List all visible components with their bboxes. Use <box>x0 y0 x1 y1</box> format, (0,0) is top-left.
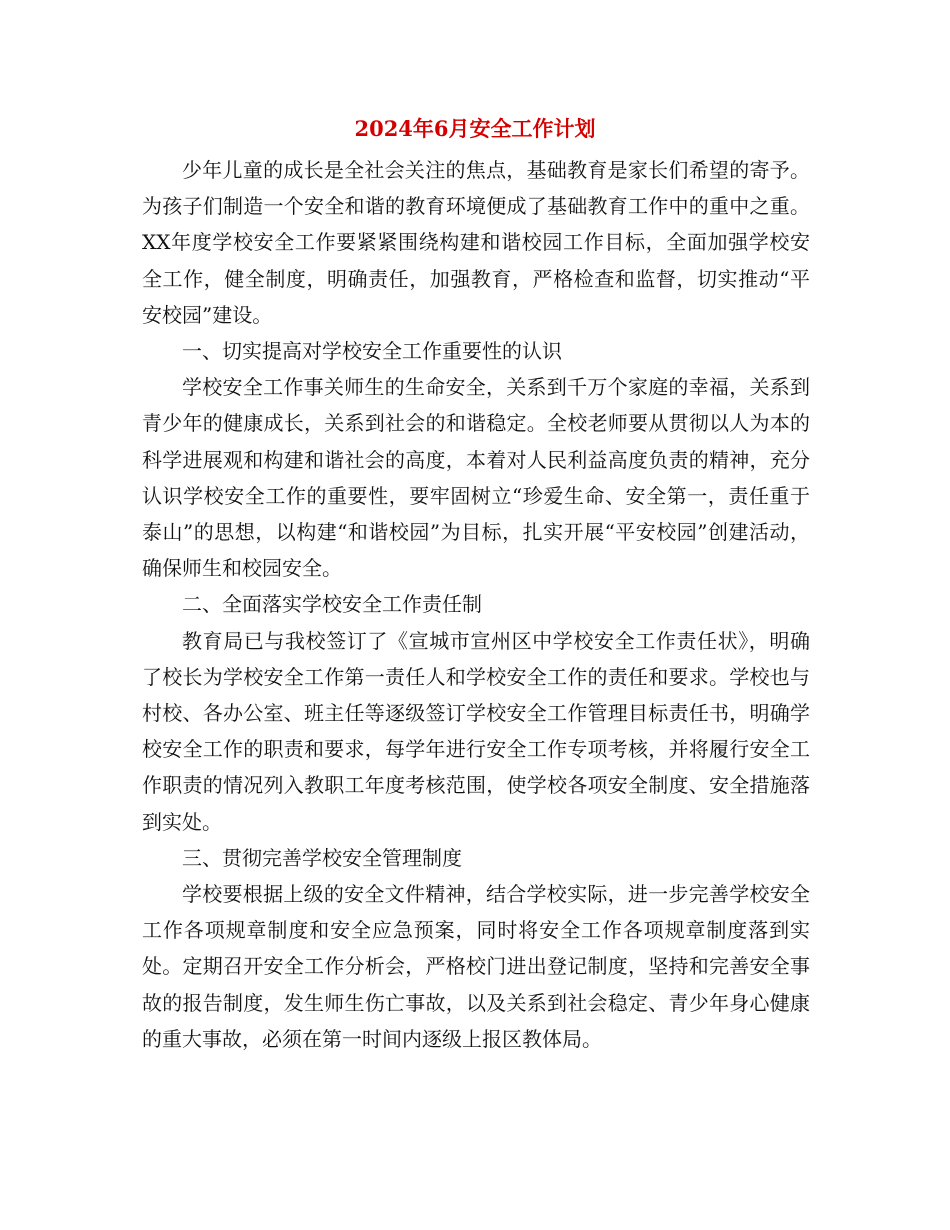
section-3-heading: 三、贯彻完善学校安全管理制度 <box>182 845 462 870</box>
intro-paragraph: 少年儿童的成长是全社会关注的焦点，基础教育是家长们希望的寄予。为孩子们制造一个安全和谐的教育环境便成了基础教育工作中的重中之重。XX年度学校安全工作要紧紧围绕构建和谐校园工作目标，全面加强学校安全工作，健全制度，明确责任，加强教育，严格检查和监督，切实推动“平安校园”建设。 <box>142 158 810 327</box>
document-body <box>142 152 810 1057</box>
section-2-heading: 二、全面落实学校安全工作责任制 <box>182 592 482 617</box>
section-1-heading: 一、切实提高对学校安全工作重要性的认识 <box>182 339 562 364</box>
section-2-paragraph: 教育局已与我校签订了《宣城市宣州区中学校安全工作责任状》，明确了校长为学校安全工作第一责任人和学校安全工作的责任和要求。学校也与村校、各办公室、班主任等逐级签订学校安全工作管理目标责任书，明确学校安全工作的职责和要求，每学年进行安全工作专项考核，并将履行安全工作职责的情况列入教职工年度考核范围，使学校各项安全制度、安全措施落到实处。 <box>142 628 810 834</box>
document-title: 2024年6月安全工作计划 <box>354 116 596 141</box>
section-1-paragraph: 学校安全工作事关师生的生命安全，关系到千万个家庭的幸福，关系到青少年的健康成长，关系到社会的和谐稳定。全校老师要从贯彻以人为本的科学进展观和构建和谐社会的高度，本着对人民利益高度负责的精神，充分认识学校安全工作的重要性，要牢固树立“珍爱生命、安全第一，责任重于泰山”的思想，以构建“和谐校园”为目标，扎实开展“平安校园”创建活动，确保师生和校园安全。 <box>142 375 810 581</box>
section-3-paragraph: 学校要根据上级的安全文件精神，结合学校实际，进一步完善学校安全工作各项规章制度和安全应急预案，同时将安全工作各项规章制度落到实处。定期召开安全工作分析会，严格校门进出登记制度，坚持和完善安全事故的报告制度，发生师生伤亡事故，以及关系到社会稳定、青少年身心健康的重大事故，必须在第一时间内逐级上报区教体局。 <box>142 882 810 1051</box>
